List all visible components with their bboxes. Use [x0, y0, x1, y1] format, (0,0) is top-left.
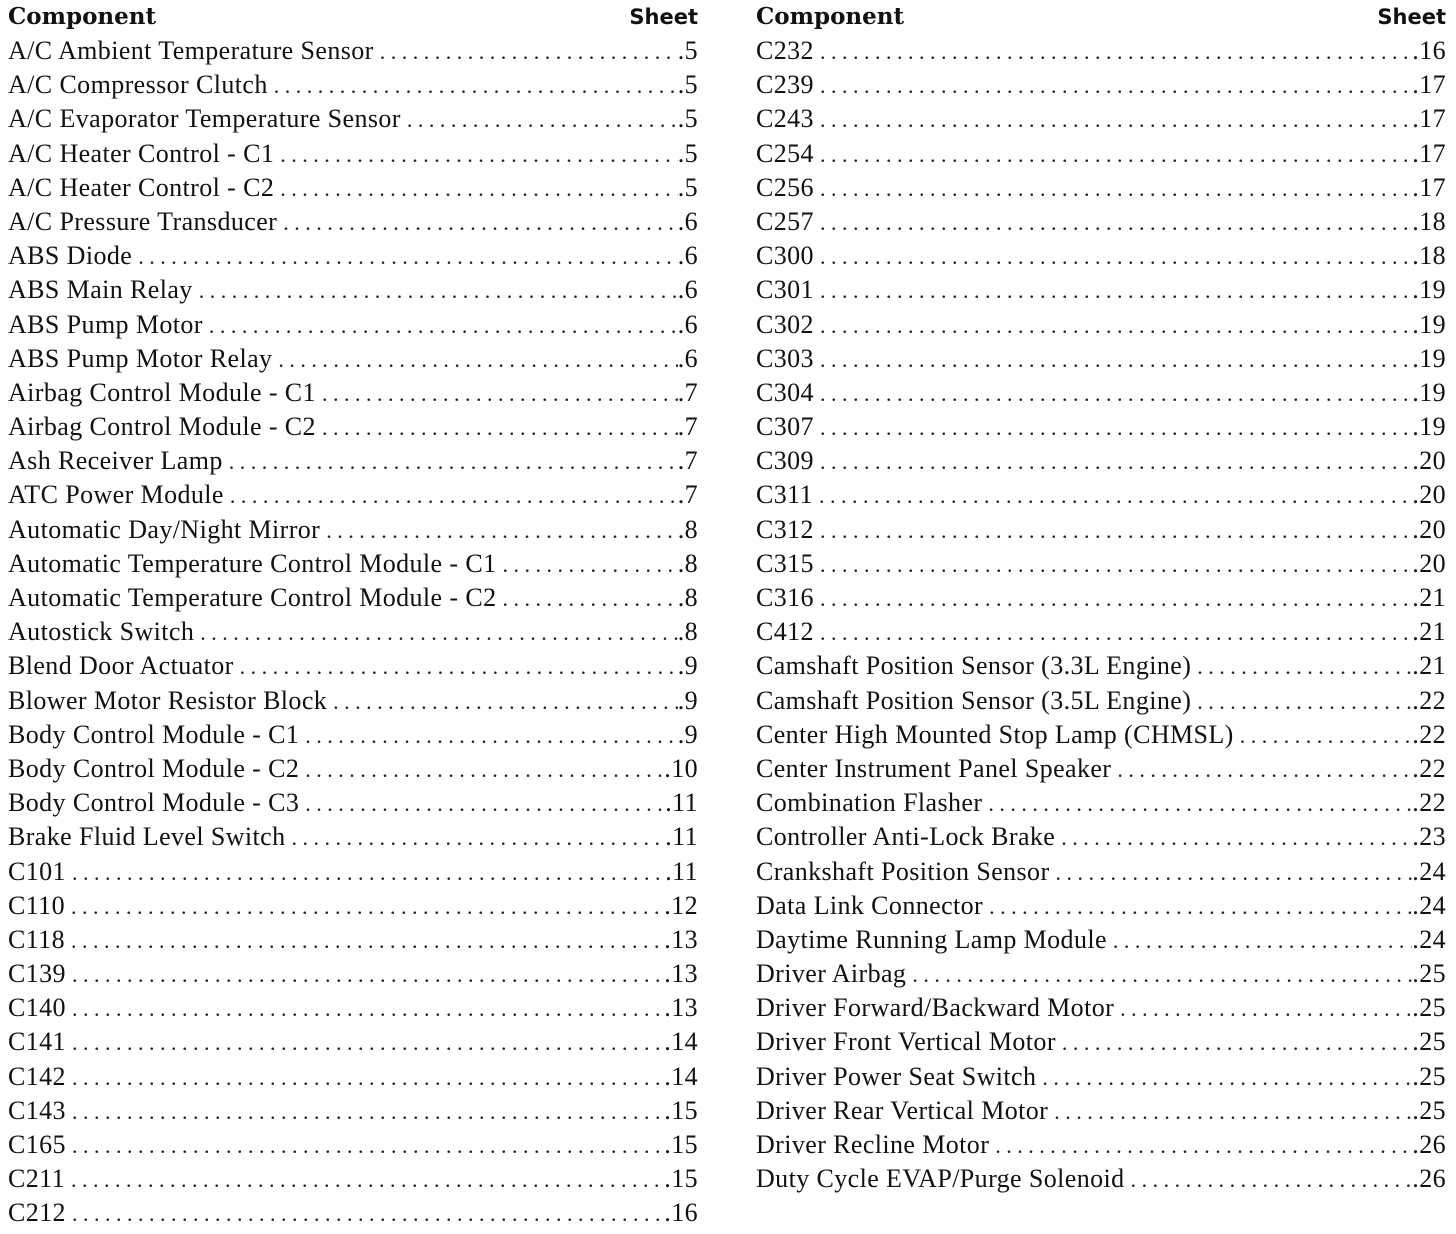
sheet-number: .22: [1412, 753, 1446, 783]
index-entry: [8, 752, 698, 786]
index-entry: [756, 991, 1446, 1025]
sheet-number: .11: [665, 822, 698, 852]
component-name: C165: [8, 1130, 66, 1159]
sheet-number: .11: [665, 856, 698, 886]
index-entry: [756, 478, 1446, 512]
sheet-number: .11: [665, 788, 698, 818]
sheet-number: .10: [664, 753, 698, 783]
component-name: Driver Rear Vertical Motor: [756, 1095, 1049, 1125]
dot-leader: [1131, 1163, 1413, 1197]
component-name: C307: [756, 412, 814, 442]
sheet-number: .17: [1412, 138, 1446, 168]
component-name: Driver Recline Motor: [756, 1130, 990, 1159]
component-name: A/C Heater Control - C2: [8, 172, 275, 202]
sheet-number: .9: [677, 651, 698, 681]
index-entry: [8, 547, 698, 581]
index-entry: [756, 410, 1446, 444]
sheet-number: .13: [664, 959, 698, 989]
dot-leader: [1042, 1061, 1412, 1095]
component-name: Body Control Module - C3: [8, 788, 300, 818]
component-name: C316: [756, 583, 814, 612]
component-name: A/C Ambient Temperature Sensor: [8, 36, 374, 65]
index-entry: [756, 684, 1446, 718]
component-name: Driver Forward/Backward Motor: [756, 993, 1115, 1023]
index-entry: [756, 1162, 1446, 1196]
index-entry: [756, 1128, 1446, 1162]
sheet-number: .9: [677, 719, 698, 749]
component-name: Airbag Control Module - C1: [8, 377, 316, 407]
index-entry: [756, 1025, 1446, 1059]
component-name: C312: [756, 514, 814, 544]
component-name: C139: [8, 959, 66, 989]
component-name: ATC Power Module: [8, 480, 224, 510]
sheet-number: .16: [664, 1198, 698, 1228]
index-entry: [756, 1094, 1446, 1128]
sheet-number: .15: [664, 1095, 698, 1125]
index-entry: [8, 1094, 698, 1128]
index-entry: [756, 923, 1446, 957]
component-name: C141: [8, 1027, 66, 1057]
component-name: C232: [756, 36, 814, 65]
sheet-number: .19: [1412, 343, 1446, 373]
sheet-number: .8: [677, 548, 698, 578]
index-entry: [756, 171, 1446, 205]
dot-leader: [820, 206, 1412, 240]
right-column-header: [756, 0, 1446, 34]
dot-leader: [820, 582, 1412, 616]
component-name: C254: [756, 138, 814, 168]
index-entry: [8, 615, 698, 649]
sheet-number: .19: [1412, 309, 1446, 339]
dot-leader: [912, 958, 1412, 992]
dot-leader: [326, 514, 677, 548]
dot-leader: [820, 377, 1412, 411]
dot-leader: [820, 240, 1412, 274]
component-name: Automatic Day/Night Mirror: [8, 514, 321, 544]
sheet-number: .25: [1412, 993, 1446, 1023]
dot-leader: [333, 685, 678, 719]
component-name: C143: [8, 1095, 66, 1125]
component-name: Crankshaft Position Sensor: [756, 856, 1050, 886]
index-entry: [756, 376, 1446, 410]
component-name: C140: [8, 993, 66, 1023]
sheet-number: .24: [1412, 856, 1446, 886]
sheet-number: .13: [664, 924, 698, 954]
index-entry: [756, 1060, 1446, 1094]
index-entry: [8, 889, 698, 923]
component-column-heading: Component: [8, 3, 157, 30]
dot-leader: [199, 274, 678, 308]
index-entry: [8, 513, 698, 547]
index-entry: [756, 547, 1446, 581]
index-entry: [8, 1128, 698, 1162]
dot-leader: [820, 343, 1412, 377]
sheet-number: .5: [677, 104, 698, 134]
dot-leader: [305, 787, 665, 821]
index-entry: [756, 513, 1446, 547]
index-entry: [8, 376, 698, 410]
component-name: C239: [756, 70, 814, 100]
component-name: C309: [756, 446, 814, 476]
sheet-number: .5: [677, 172, 698, 202]
dot-leader: [820, 69, 1412, 103]
component-name: Daytime Running Lamp Module: [756, 924, 1107, 954]
index-entry: [8, 410, 698, 444]
index-entry: [8, 581, 698, 615]
sheet-number: .19: [1412, 275, 1446, 305]
sheet-number: .6: [677, 241, 698, 271]
dot-leader: [820, 616, 1412, 650]
index-entry: [756, 342, 1446, 376]
index-entry: [8, 102, 698, 136]
dot-leader: [200, 616, 677, 650]
sheet-number: .21: [1412, 583, 1446, 612]
sheet-number: .9: [677, 685, 698, 715]
sheet-number: .21: [1412, 651, 1446, 681]
sheet-number: .18: [1412, 206, 1446, 236]
index-entry: [756, 273, 1446, 307]
component-column-heading: Component: [756, 3, 905, 30]
component-name: C301: [756, 275, 814, 305]
left-column: [8, 0, 698, 1231]
component-name: ABS Main Relay: [8, 275, 193, 305]
dot-leader: [407, 103, 678, 137]
dot-leader: [72, 1197, 664, 1231]
index-entry: [8, 444, 698, 478]
dot-leader: [283, 206, 678, 240]
index-entry: [8, 1162, 698, 1196]
index-entry: [756, 786, 1446, 820]
index-entry: [756, 615, 1446, 649]
component-name: C212: [8, 1198, 66, 1228]
index-entry: [756, 957, 1446, 991]
index-entry: [8, 68, 698, 102]
sheet-number: .7: [677, 446, 698, 476]
sheet-number: .6: [677, 275, 698, 305]
component-name: C118: [8, 924, 65, 954]
component-name: C142: [8, 1061, 66, 1091]
component-name: Driver Airbag: [756, 959, 907, 989]
index-entry: [756, 137, 1446, 171]
dot-leader: [322, 377, 678, 411]
component-name: C311: [756, 480, 813, 510]
dot-leader: [72, 856, 665, 890]
index-entry: [8, 273, 698, 307]
sheet-number: .7: [677, 480, 698, 510]
dot-leader: [989, 890, 1412, 924]
sheet-number: .5: [677, 138, 698, 168]
dot-leader: [240, 650, 678, 684]
component-name: Camshaft Position Sensor (3.3L Engine): [756, 651, 1192, 681]
sheet-number: .24: [1412, 924, 1446, 954]
index-entry: [8, 137, 698, 171]
dot-leader: [1062, 1026, 1412, 1060]
sheet-number: .17: [1412, 172, 1446, 202]
dot-leader: [278, 343, 677, 377]
dot-leader: [305, 719, 677, 753]
dot-leader: [274, 69, 678, 103]
index-entry: [8, 718, 698, 752]
sheet-number: .7: [677, 377, 698, 407]
sheet-number: .20: [1412, 446, 1446, 476]
index-entry: [8, 649, 698, 683]
sheet-number: .14: [664, 1027, 698, 1057]
dot-leader: [280, 138, 677, 172]
component-name: C211: [8, 1164, 65, 1194]
index-entry: [756, 889, 1446, 923]
index-entry: [8, 205, 698, 239]
index-entry: [8, 171, 698, 205]
component-name: Blend Door Actuator: [8, 651, 234, 681]
component-name: Driver Front Vertical Motor: [756, 1027, 1056, 1057]
component-name: A/C Compressor Clutch: [8, 70, 268, 100]
sheet-column-heading: Sheet: [1377, 5, 1446, 29]
index-entry: [756, 239, 1446, 273]
sheet-number: .8: [677, 617, 698, 647]
sheet-number: .20: [1412, 548, 1446, 578]
dot-leader: [820, 445, 1412, 479]
dot-leader: [229, 445, 678, 479]
dot-leader: [322, 411, 678, 445]
sheet-number: .22: [1412, 788, 1446, 818]
sheet-number: .8: [677, 514, 698, 544]
dot-leader: [820, 514, 1412, 548]
dot-leader: [503, 548, 678, 582]
sheet-number: .23: [1412, 822, 1446, 852]
sheet-number: .7: [677, 412, 698, 442]
sheet-number: .13: [664, 993, 698, 1023]
dot-leader: [72, 992, 664, 1026]
component-name: C257: [756, 206, 814, 236]
component-name: Center Instrument Panel Speaker: [756, 753, 1112, 783]
dot-leader: [820, 138, 1412, 172]
sheet-number: .25: [1412, 1061, 1446, 1091]
sheet-number: .20: [1412, 514, 1446, 544]
index-entry: [8, 342, 698, 376]
dot-leader: [820, 103, 1412, 137]
component-name: Ash Receiver Lamp: [8, 446, 223, 476]
sheet-number: .19: [1412, 412, 1446, 442]
dot-leader: [71, 1163, 664, 1197]
dot-leader: [1056, 856, 1413, 890]
component-name: C243: [756, 104, 814, 134]
component-name: Combination Flasher: [756, 788, 983, 818]
dot-leader: [292, 821, 666, 855]
component-name: C256: [756, 172, 814, 202]
sheet-number: .20: [1412, 480, 1446, 510]
dot-leader: [820, 274, 1412, 308]
sheet-number: .26: [1412, 1164, 1446, 1194]
dot-leader: [988, 787, 1412, 821]
sheet-number: .17: [1412, 104, 1446, 134]
dot-leader: [72, 1095, 664, 1129]
right-column: [756, 0, 1446, 1196]
sheet-number: .26: [1412, 1130, 1446, 1159]
index-entry: [8, 239, 698, 273]
index-entry: [756, 855, 1446, 889]
index-entry: [8, 855, 698, 889]
sheet-number: .6: [677, 309, 698, 339]
sheet-number: .22: [1412, 685, 1446, 715]
index-entry: [8, 991, 698, 1025]
component-name: C304: [756, 377, 814, 407]
dot-leader: [820, 35, 1412, 69]
dot-leader: [1240, 719, 1413, 753]
component-name: Automatic Temperature Control Module - C1: [8, 548, 497, 578]
sheet-number: .14: [664, 1061, 698, 1091]
component-name: C315: [756, 548, 814, 578]
dot-leader: [820, 548, 1412, 582]
component-name: A/C Evaporator Temperature Sensor: [8, 104, 401, 134]
component-name: Driver Power Seat Switch: [756, 1061, 1037, 1091]
left-column-header: [8, 0, 698, 34]
component-name: C412: [756, 617, 814, 647]
sheet-number: .15: [664, 1164, 698, 1194]
component-name: C101: [8, 856, 66, 886]
index-entry: [8, 957, 698, 991]
component-name: ABS Pump Motor Relay: [8, 343, 273, 373]
index-entry: [756, 102, 1446, 136]
index-entry: [8, 478, 698, 512]
component-name: ABS Diode: [8, 241, 133, 271]
index-entry: [8, 684, 698, 718]
dot-leader: [820, 309, 1412, 343]
sheet-number: .24: [1412, 890, 1446, 920]
sheet-column-heading: Sheet: [629, 5, 698, 29]
sheet-number: .17: [1412, 70, 1446, 100]
sheet-number: .6: [677, 206, 698, 236]
index-entry: [756, 308, 1446, 342]
component-name: Brake Fluid Level Switch: [8, 822, 286, 852]
component-name: Controller Anti-Lock Brake: [756, 822, 1056, 852]
index-entry: [756, 34, 1446, 68]
dot-leader: [72, 1061, 664, 1095]
sheet-number: .21: [1412, 617, 1446, 647]
index-entry: [8, 308, 698, 342]
dot-leader: [305, 753, 664, 787]
sheet-number: .25: [1412, 1095, 1446, 1125]
component-name: Body Control Module - C2: [8, 753, 300, 783]
component-name: C300: [756, 241, 814, 271]
component-name: ABS Pump Motor: [8, 309, 203, 339]
right-component-list: [756, 34, 1446, 1196]
sheet-number: .8: [677, 583, 698, 612]
sheet-number: .22: [1412, 719, 1446, 749]
index-entry: [756, 820, 1446, 854]
dot-leader: [819, 479, 1412, 513]
dot-leader: [1054, 1095, 1412, 1129]
index-entry: [8, 820, 698, 854]
component-name: C110: [8, 890, 65, 920]
index-entry: [8, 786, 698, 820]
index-entry: [756, 444, 1446, 478]
dot-leader: [1197, 650, 1412, 684]
sheet-number: .18: [1412, 241, 1446, 271]
sheet-number: .5: [677, 36, 698, 65]
component-name: A/C Heater Control - C1: [8, 138, 275, 168]
index-entry: [756, 718, 1446, 752]
sheet-number: .5: [677, 70, 698, 100]
dot-leader: [995, 1129, 1412, 1163]
component-name: Center High Mounted Stop Lamp (CHMSL): [756, 719, 1234, 749]
index-entry: [756, 752, 1446, 786]
dot-leader: [503, 582, 678, 616]
dot-leader: [380, 35, 678, 69]
dot-leader: [230, 479, 678, 513]
dot-leader: [138, 240, 677, 274]
sheet-number: .12: [664, 890, 698, 920]
index-entry: [8, 1196, 698, 1230]
component-name: Body Control Module - C1: [8, 719, 300, 749]
dot-leader: [820, 172, 1412, 206]
component-name: C302: [756, 309, 814, 339]
component-name: Camshaft Position Sensor (3.5L Engine): [756, 685, 1192, 715]
component-name: Automatic Temperature Control Module - C2: [8, 583, 497, 612]
component-name: A/C Pressure Transducer: [8, 206, 278, 236]
component-name: Duty Cycle EVAP/Purge Solenoid: [756, 1164, 1125, 1194]
sheet-number: .25: [1412, 959, 1446, 989]
sheet-number: .19: [1412, 377, 1446, 407]
dot-leader: [1197, 685, 1412, 719]
dot-leader: [1117, 753, 1412, 787]
component-name: Airbag Control Module - C2: [8, 412, 316, 442]
index-entry: [756, 581, 1446, 615]
dot-leader: [71, 890, 664, 924]
index-entry: [8, 34, 698, 68]
dot-leader: [1120, 992, 1412, 1026]
index-entry: [8, 1060, 698, 1094]
dot-leader: [72, 958, 664, 992]
dot-leader: [209, 309, 678, 343]
index-entry: [756, 649, 1446, 683]
dot-leader: [72, 1129, 664, 1163]
sheet-number: .6: [677, 343, 698, 373]
component-name: C303: [756, 343, 814, 373]
dot-leader: [280, 172, 677, 206]
component-name: Autostick Switch: [8, 617, 195, 647]
component-name: Blower Motor Resistor Block: [8, 685, 328, 715]
component-name: Data Link Connector: [756, 890, 984, 920]
dot-leader: [1113, 924, 1412, 958]
sheet-number: .15: [664, 1130, 698, 1159]
dot-leader: [1061, 821, 1412, 855]
index-entry: [756, 205, 1446, 239]
left-component-list: [8, 34, 698, 1231]
dot-leader: [71, 924, 664, 958]
dot-leader: [820, 411, 1412, 445]
dot-leader: [72, 1026, 664, 1060]
sheet-number: .16: [1412, 36, 1446, 65]
index-entry: [756, 68, 1446, 102]
sheet-number: .25: [1412, 1027, 1446, 1057]
index-entry: [8, 923, 698, 957]
index-entry: [8, 1025, 698, 1059]
